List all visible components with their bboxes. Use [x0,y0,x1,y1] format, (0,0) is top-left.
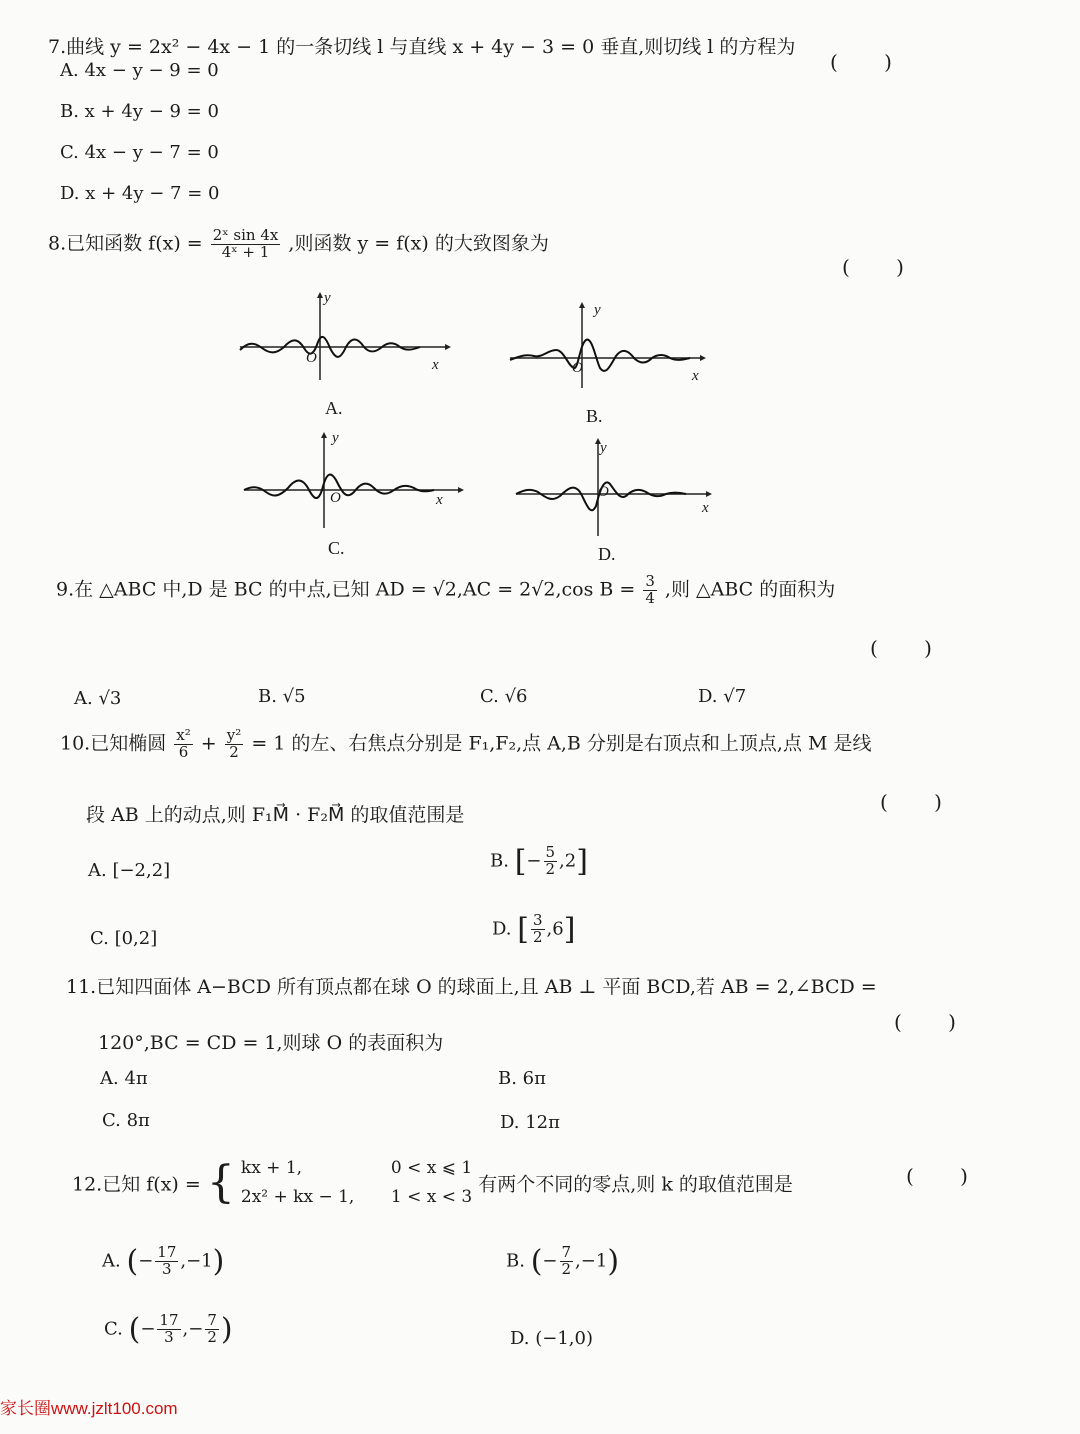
q10-frac-y-den: 2 [229,742,239,761]
graph-d-svg [516,438,726,538]
q12-case-2-expr: 2x² + kx − 1, [240,1186,355,1207]
graph-a-label: A. [325,398,343,418]
q10-fraction-y [225,728,244,761]
q12-option-c-den-2: 2 [207,1328,217,1346]
graph-a-svg [240,292,450,382]
q12-option-a [102,1244,224,1279]
q12-option-c-minus-1: − [140,1318,156,1340]
graph-c [244,430,474,534]
q7-answer-paren: ( ) [830,50,912,74]
q12-option-c-minus-2: − [188,1318,204,1340]
q7-option-c: C. 4x − y − 7 = 0 [60,142,219,163]
q11-stem-line2: 120°,BC = CD = 1,则球 O 的表面积为 [98,1032,444,1054]
graph-c-label: C. [328,538,345,558]
q10-option-d-frac [531,913,545,946]
q10-option-b-close-bracket: ] [576,844,588,879]
q12-option-a-den: 3 [162,1260,172,1278]
q12-option-c [104,1312,233,1347]
q9-stem-suffix: ,则 △ABC 的面积为 [664,578,836,601]
graph-d-x-arrow [706,491,712,497]
q9-option-d: D. √7 [698,686,747,707]
q9-answer-paren: ( ) [870,636,952,660]
q12-option-a-post: ,−1 [180,1250,213,1272]
q10-option-d-den: 2 [532,928,543,946]
q12-case-2-cond: 1 < x < 3 [390,1186,473,1207]
q10-frac-x-num: x² [176,726,191,744]
q7-option-a: A. 4x − y − 9 = 0 [60,60,219,81]
q10-answer-paren: ( ) [880,790,962,814]
graph-c-origin: O [330,490,341,506]
q10-option-d-label: D. [492,918,512,940]
q12-cases [241,1154,472,1212]
q11-answer-paren: ( ) [894,1010,976,1034]
q10-stem-prefix: 10.已知椭圆 [60,732,167,755]
q8-answer-paren: ( ) [842,255,924,279]
q9-option-b: B. √5 [258,686,306,707]
q10-option-b-minus: − [526,850,542,872]
q9-option-c: C. √6 [480,686,528,707]
graph-d-origin: O [598,484,609,500]
q12-option-b [506,1244,619,1279]
q12-option-b-num: 7 [561,1243,572,1262]
q10-option-d-close-bracket: ] [563,912,576,947]
q12-option-a-minus: − [138,1250,154,1272]
q12-stem [72,1154,793,1212]
q11-stem: 11.已知四面体 A−BCD 所有顶点都在球 O 的球面上,且 AB ⊥ 平面 BCD,若 AB = 2,∠BCD = [66,976,877,998]
q9-stem [56,574,835,607]
q12-option-a-num: 17 [157,1243,177,1262]
graph-b-x-arrow [700,355,706,361]
graph-b-svg [510,300,720,390]
q8-frac-denominator: 4ˣ + 1 [221,242,270,261]
q12-option-c-label: C. [104,1318,123,1340]
q12-case-1-cond: 0 < x ⩽ 1 [390,1158,473,1178]
q10-option-d-open-bracket: [ [517,912,529,947]
graph-b-origin: O [572,360,583,376]
q10-option-b-open-bracket: [ [514,844,527,879]
q10-fraction-x [174,728,192,761]
q10-option-b-label: B. [490,850,509,872]
q12-option-a-close: ) [212,1244,225,1279]
q12-option-b-label: B. [506,1250,525,1272]
q8-fraction [211,228,281,261]
q12-stem-suffix: 有两个不同的零点,则 k 的取值范围是 [478,1173,793,1196]
q7-option-b: B. x + 4y − 9 = 0 [60,101,219,122]
q12-option-b-frac [560,1245,574,1278]
q10-option-b-num: 5 [545,843,556,862]
graph-d-y-label: y [600,440,607,456]
q10-option-d [492,912,575,947]
q12-brace: { [206,1156,235,1208]
q10-option-a: A. [−2,2] [88,860,171,881]
q8-stem [48,228,549,261]
q10-option-b-frac [544,845,558,878]
graph-a [240,292,450,386]
q10-stem-line2: 段 AB 上的动点,则 F₁M⃗ · F₂M⃗ 的取值范围是 [86,804,465,826]
q12-stem-prefix: 12.已知 f(x) = [72,1173,201,1196]
graph-a-y-arrow [317,292,323,298]
q8-stem-prefix: 8.已知函数 f(x) = [48,232,203,255]
q12-option-c-num-1: 17 [159,1311,179,1330]
q12-answer-paren: ( ) [906,1164,988,1188]
q10-frac-y-num: y² [226,726,242,744]
q12-option-c-den-1: 3 [164,1328,174,1346]
q12-option-c-close: ) [220,1312,233,1347]
q12-option-c-open: ( [128,1312,141,1347]
q9-frac-denominator: 4 [645,588,655,607]
graph-c-y-label: y [332,430,339,446]
graph-b-x-label: x [692,368,699,384]
graph-a-x-label: x [432,357,439,373]
q10-option-b-post: ,2 [559,850,577,872]
graph-c-y-arrow [321,432,327,438]
q11-option-a: A. 4π [100,1068,148,1089]
q9-fraction [643,574,657,607]
watermark-link[interactable]: 家长圈www.jzlt100.com [0,1399,178,1418]
q9-stem-prefix: 9.在 △ABC 中,D 是 BC 的中点,已知 AD = √2,AC = 2√2,cos B = [56,578,636,601]
q8-stem-suffix: ,则函数 y = f(x) 的大致图象为 [288,232,549,255]
graph-a-origin: O [306,350,317,366]
q12-option-c-comma: , [182,1318,189,1340]
q10-stem [60,728,872,761]
q12-option-b-open: ( [530,1244,543,1279]
q10-option-d-post: ,6 [546,918,564,940]
q9-frac-numerator: 3 [645,572,655,590]
graph-d [516,438,726,542]
q12-option-a-label: A. [102,1250,121,1272]
q10-option-d-num: 3 [532,911,543,930]
graph-c-svg [244,430,474,530]
q12-case-2 [241,1183,472,1212]
q12-option-c-num-2: 7 [207,1311,217,1330]
q9-option-a: A. √3 [74,688,122,709]
q11-option-b: B. 6π [498,1068,546,1089]
graph-d-label: D. [598,544,616,564]
q7-stem: 7.曲线 y = 2x² − 4x − 1 的一条切线 l 与直线 x + 4y − 3 = 0 垂直,则切线 l 的方程为 [48,36,796,58]
q12-option-c-frac-1 [157,1313,180,1346]
q8-frac-numerator: 2ˣ sin 4x [212,226,279,244]
graph-a-x-arrow [445,344,451,350]
q12-option-a-frac [155,1245,178,1278]
graph-b-y-label: y [594,302,601,318]
q10-option-b [490,844,588,879]
q10-frac-x-den: 6 [178,742,189,761]
graph-b [510,300,720,394]
q12-case-1-expr: kx + 1, [240,1158,303,1178]
graph-a-y-label: y [324,290,331,306]
q12-option-c-frac-2 [205,1313,219,1346]
graph-c-x-label: x [436,492,443,508]
graph-b-label: B. [586,406,603,426]
q12-option-b-post: ,−1 [575,1250,608,1272]
q11-option-d: D. 12π [500,1112,560,1133]
q12-option-b-den: 2 [561,1260,572,1278]
q12-option-b-minus: − [542,1250,558,1272]
q12-option-a-open: ( [126,1244,139,1279]
q11-option-c: C. 8π [102,1110,150,1131]
q12-option-d: D. (−1,0) [510,1328,593,1349]
q10-plus: + [200,732,217,755]
graph-b-curve [510,340,690,371]
graph-d-x-label: x [702,500,709,516]
q10-option-c: C. [0,2] [90,928,158,949]
q7-option-d: D. x + 4y − 7 = 0 [60,183,220,204]
q12-option-b-close: ) [607,1244,620,1279]
graph-c-x-arrow [458,487,464,493]
q12-case-1 [241,1154,472,1183]
graph-b-y-arrow [579,302,585,308]
q10-option-b-den: 2 [545,860,556,878]
q10-stem-mid: = 1 的左、右焦点分别是 F₁,F₂,点 A,B 分别是右顶点和上顶点,点 M 是线 [251,732,872,755]
